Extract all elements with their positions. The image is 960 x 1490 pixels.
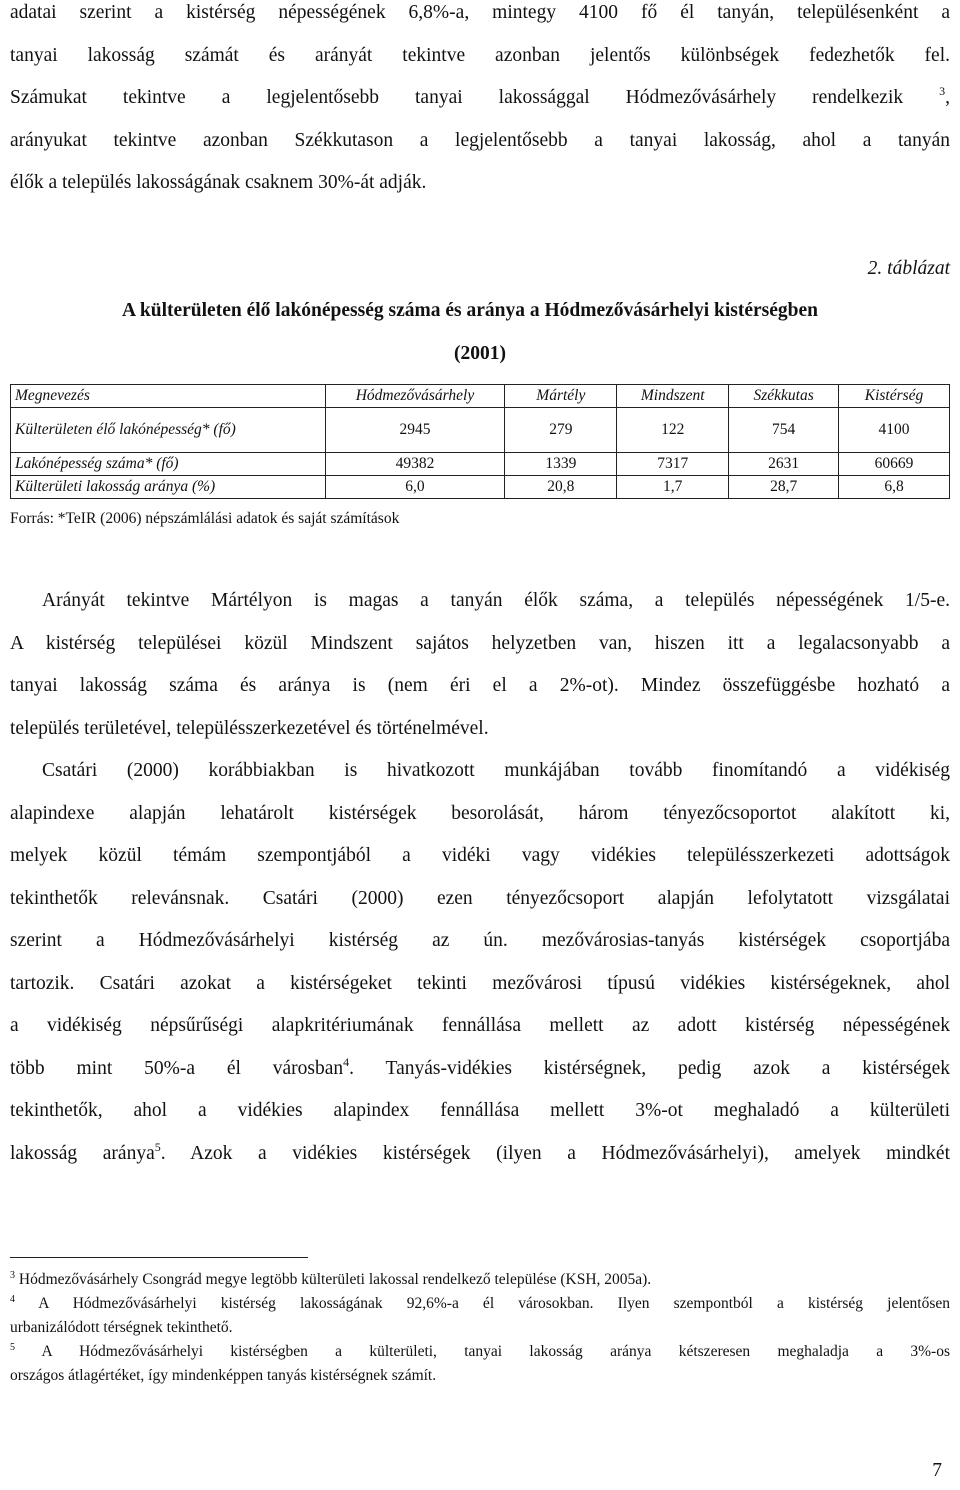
footnote-ref[interactable]: 4 — [343, 1054, 350, 1069]
table-cell: 2945 — [325, 408, 505, 453]
table-cell: 1339 — [505, 453, 617, 476]
footnote — [10, 1268, 950, 1292]
table-cell: 2631 — [729, 453, 839, 476]
table-cell: 60669 — [839, 453, 950, 476]
text-line: A kistérség települései közül Mindszent sajátos helyzetben van, hiszen itt a legalacsonyabb a — [10, 632, 950, 654]
text-line: Arányát tekintve Mártélyon is magas a tanyán élők száma, a település népességének 1/5-e. — [42, 590, 950, 611]
intro-paragraph — [10, 0, 950, 205]
table-cell: 6,0 — [325, 476, 505, 499]
row-label: Külterületi lakosság aránya (%) — [11, 476, 326, 499]
footnote-number: 3 — [10, 1270, 15, 1281]
table-title: A külterületen élő lakónépesség száma és aránya a Hódmezővásárhelyi kistérségben — [122, 300, 818, 321]
text-line: település területével, településszerkezetével és történelmével. — [10, 717, 489, 739]
footnote — [10, 1340, 950, 1388]
table-label: 2. táblázat — [867, 258, 950, 279]
table-cell: 1,7 — [617, 476, 729, 499]
table-header: Hódmezővásárhely — [325, 385, 505, 408]
table-row — [11, 453, 950, 476]
footnote-number: 4 — [10, 1294, 15, 1305]
text-line: Csatári (2000) korábbiakban is hivatkozott munkájában tovább finomítandó a vidékiség — [42, 760, 950, 781]
footnote-ref[interactable]: 3 — [939, 84, 946, 98]
footnote-line: $^3$ Hódmezővásárhely Csongrád megye legtöbb külterületi lakossal rendelkező települése (KSH, 2005a). — [10, 1270, 652, 1288]
text-line: élők a település lakosságának csaknem 30%-át adják. — [10, 172, 427, 193]
text-line: tartozik. Csatári azokat a kistérségeket tekinti mezővárosi típusú vidékies kistérségeknek, ahol — [10, 972, 950, 994]
text-line: lakosság aránya$^5$. Azok a vidékies kistérségek (ilyen a Hódmezővásárhelyi), amelyek mindkét — [10, 1139, 950, 1164]
text-line: Számukat tekintve a legjelentősebb tanyai lakossággal Hódmezővásárhely rendelkezik $^3$, — [10, 84, 951, 108]
table-cell: 279 — [505, 408, 617, 453]
text-line: alapindexe alapján lehatárolt kistérségek besorolását, három tényezőcsoportot alakított ki, — [10, 802, 950, 824]
table-header: Kistérség — [839, 385, 950, 408]
table-cell: 6,8 — [839, 476, 950, 499]
footnotes — [10, 1268, 950, 1388]
table-year: (2001) — [454, 343, 506, 364]
footnote-line: urbanizálódott térségnek tekinthető. — [10, 1319, 233, 1336]
text-line: több mint 50%-a él városban$^4$. Tanyás-vidékies kistérségnek, pedig azok a kistérségek — [10, 1054, 951, 1079]
row-label: Külterületen élő lakónépesség* (fő) — [11, 408, 326, 453]
text-line: tanyai lakosság számát és arányát tekintve azonban jelentős különbségek fedezhetők fel. — [10, 44, 950, 66]
table-row — [11, 408, 950, 453]
footnote-line: országos átlagértéket, így mindenképpen tanyás kistérségnek számít. — [10, 1367, 437, 1384]
table-header-row — [11, 385, 950, 408]
table-cell: 122 — [617, 408, 729, 453]
footnote — [10, 1292, 950, 1340]
table-cell: 28,7 — [729, 476, 839, 499]
table-cell: 20,8 — [505, 476, 617, 499]
footnote-line: $^5$ A Hódmezővásárhelyi kistérségben a külterületi, tanyai lakosság aránya kétszeresen meghaladja a 3%-os — [10, 1342, 950, 1360]
paragraph — [10, 750, 950, 1175]
table-cell: 49382 — [325, 453, 505, 476]
footnote-number: 5 — [10, 1342, 15, 1353]
footnote-separator — [10, 1257, 308, 1258]
table-header: Mártély — [505, 385, 617, 408]
table-cell: 7317 — [617, 453, 729, 476]
footnote-line: $^4$ A Hódmezővásárhelyi kistérség lakosságának 92,6%-a él városokban. Ilyen szempontból a kistérség jelentősen — [10, 1294, 950, 1312]
text-line: arányukat tekintve azonban Székkutason a legjelentősebb a tanyai lakosság, ahol a tanyán — [10, 129, 950, 151]
text-line: szerint a Hódmezővásárhelyi kistérség az ún. mezővárosias-tanyás kistérségek csoportjába — [10, 930, 950, 951]
population-table — [10, 384, 950, 499]
text-line: a vidékiség népsűrűségi alapkritériumának fennállása mellett az adott kistérség népességének — [10, 1015, 950, 1036]
table-cell: 4100 — [839, 408, 950, 453]
text-line: tekinthetők relevánsnak. Csatári (2000) ezen tényezőcsoport alapján lefolytatott vizsgálatai — [10, 887, 950, 909]
table-cell: 754 — [729, 408, 839, 453]
paragraph — [10, 580, 950, 750]
table-header: Mindszent — [617, 385, 729, 408]
row-label: Lakónépesség száma* (fő) — [11, 453, 326, 476]
footnote-ref[interactable]: 5 — [154, 1139, 161, 1154]
text-line: tanyai lakosság száma és aránya is (nem éri el a 2%-ot). Mindez összefüggésbe hozható a — [10, 675, 950, 696]
page-number: 7 — [932, 1460, 942, 1481]
text-line: adatai szerint a kistérség népességének 6,8%-a, mintegy 4100 fő él tanyán, településenként a — [10, 2, 950, 23]
table-header: Székkutas — [729, 385, 839, 408]
text-line: tekinthetők, ahol a vidékies alapindex fennállása mellett 3%-ot meghaladó a külterületi — [10, 1100, 950, 1121]
text-line: melyek közül témám szempontjából a vidéki vagy vidékies településszerkezeti adottságok — [10, 845, 950, 866]
table-header: Megnevezés — [11, 385, 326, 408]
table-source: Forrás: *TeIR (2006) népszámlálási adatok és saját számítások — [10, 510, 400, 527]
table-row — [11, 476, 950, 499]
